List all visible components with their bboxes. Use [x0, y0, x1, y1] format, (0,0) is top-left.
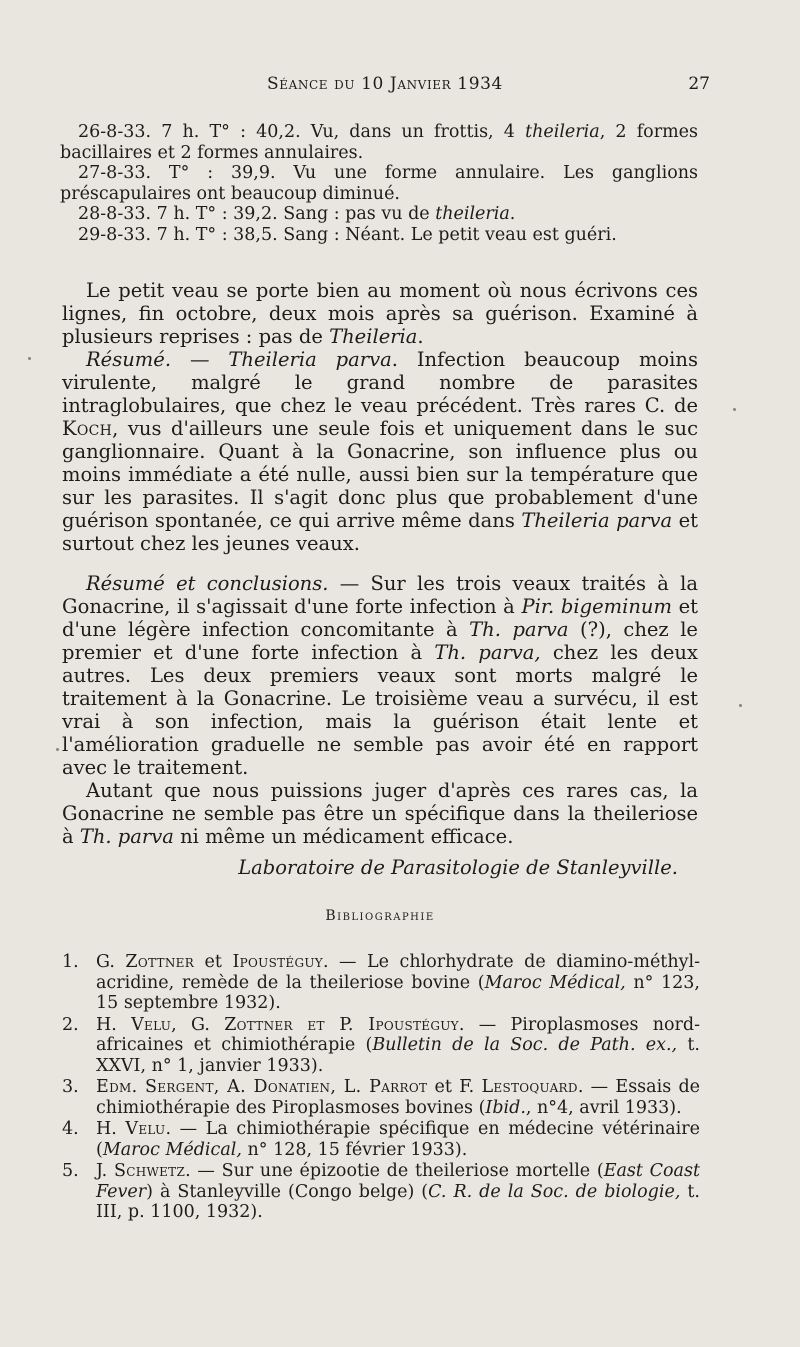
page-header	[60, 74, 710, 102]
bibliography-list	[62, 952, 700, 1224]
laboratory-signature: Laboratoire de Parasitologie de Stanleyville.	[238, 856, 678, 879]
paper-speck	[733, 408, 736, 411]
observation-entry: 29-8-33. 7 h. T° : 38,5. Sang : Néant. Le petit veau est guéri.	[78, 224, 617, 245]
paragraph-recovery: Le petit veau se porte bien au moment où nous écrivons ces lignes, fin octobre, deux mois après sa guérison. Examiné à plusieurs reprises : pas de Theileria. Résumé. — Theileria parva. Infection beaucoup moins virulente, malgré le grand nombre de parasites intraglobulaires, que chez le veau précédent. Très rares C. de Koch, vus d'ailleurs une seule fois et uniquement dans le suc ganglionnaire. Quant à la Gonacrine, son influence plus ou moins immédiate a été nulle, aussi bien sur la température que sur les parasites. Il s'agit donc plus que probablement d'une guérison spontanée, ce qui arrive même dans Theileria parva et surtout chez les jeunes veaux.	[62, 279, 698, 555]
paragraph-summary: Résumé. — Theileria parva. Infection beaucoup moins virulente, malgré le grand nombre de parasites intraglobulaires, que chez le veau précédent. Très rares C. de Koch, vus d'ailleurs une seule fois et uniquement dans le suc ganglionnaire. Quant à la Gonacrine, son influence plus ou moins immédiate a été nulle, aussi bien sur la température que sur les parasites. Il s'agit donc plus que probablement d'une guérison spontanée, ce qui arrive même dans Theileria parva et surtout chez les jeunes veaux.	[62, 348, 698, 555]
running-title: Séance du 10 Janvier 1934	[267, 74, 503, 94]
paper-speck	[56, 748, 59, 751]
bibliography-entry: 4. H. Velu. — La chimiothérapie spécifique en médecine vétérinaire (Maroc Médical, n° 128, 15 février 1933).	[62, 1119, 700, 1160]
paragraph-final: Autant que nous puissions juger d'après ces rares cas, la Gonacrine ne semble pas être un spécifique dans la theileriose à Th. parva ni même un médicament efficace.	[62, 779, 698, 848]
bibliography-entry: 5. J. Schwetz. — Sur une épizootie de theileriose mortelle (East Coast Fever) à Stanleyville (Congo belge) (C. R. de la Soc. de biologie, t. III, p. 1100, 1932).	[62, 1161, 700, 1222]
paragraph-conclusions: Résumé et conclusions. — Sur les trois veaux traités à la Gonacrine, il s'agissait d'une forte infection à Pir. bigeminum et d'une légère infection concomitante à Th. parva (?), chez le premier et d'une forte infection à Th. parva, chez les deux autres. Les deux premiers veaux sont morts malgré le traitement à la Gonacrine. Le troisième veau a survécu, il est vrai à son infection, mais la guérison était lente et l'amélioration graduelle ne semble pas avoir été en rapport avec le traitement. Autant que nous puissions juger d'après ces rares cas, la Gonacrine ne semble pas être un spécifique dans la theileriose à Th. parva ni même un médicament efficace.	[62, 572, 698, 848]
observation-entry: 28-8-33. 7 h. T° : 39,2. Sang : pas vu de theileria.	[78, 204, 516, 224]
paper-speck	[739, 704, 742, 707]
page-number: 27	[688, 74, 710, 94]
bibliography-entry: 1. G. Zottner et Ipoustéguy. — Le chlorhydrate de diamino-méthyl-acridine, remède de la theileriose bovine (Maroc Médical, n° 123, 15 septembre 1932).	[62, 952, 700, 1013]
bibliography-entry: 3. Edm. Sergent, A. Donatien, L. Parrot et F. Lestoquard. — Essais de chimiothérapie des Piroplasmoses bovines (Ibid., n°4, avril 1933).	[62, 1077, 701, 1118]
bibliography-entry: 2. H. Velu, G. Zottner et P. Ipoustéguy. — Piroplasmoses nord-africaines et chimiothérapie (Bulletin de la Soc. de Path. ex., t. XXVI, n° 1, janvier 1933).	[62, 1014, 700, 1076]
paper-speck	[28, 357, 31, 360]
observation-log	[60, 122, 698, 245]
observation-entry: 27-8-33. T° : 39,9. Vu une forme annulaire. Les ganglions préscapulaires ont beaucoup diminué.	[60, 163, 698, 204]
bibliography-heading: Bibliographie	[325, 908, 435, 924]
observation-entry: 26-8-33. 7 h. T° : 40,2. Vu, dans un frottis, 4 theileria, 2 formes bacillaires et 2 formes annulaires.	[60, 122, 699, 163]
